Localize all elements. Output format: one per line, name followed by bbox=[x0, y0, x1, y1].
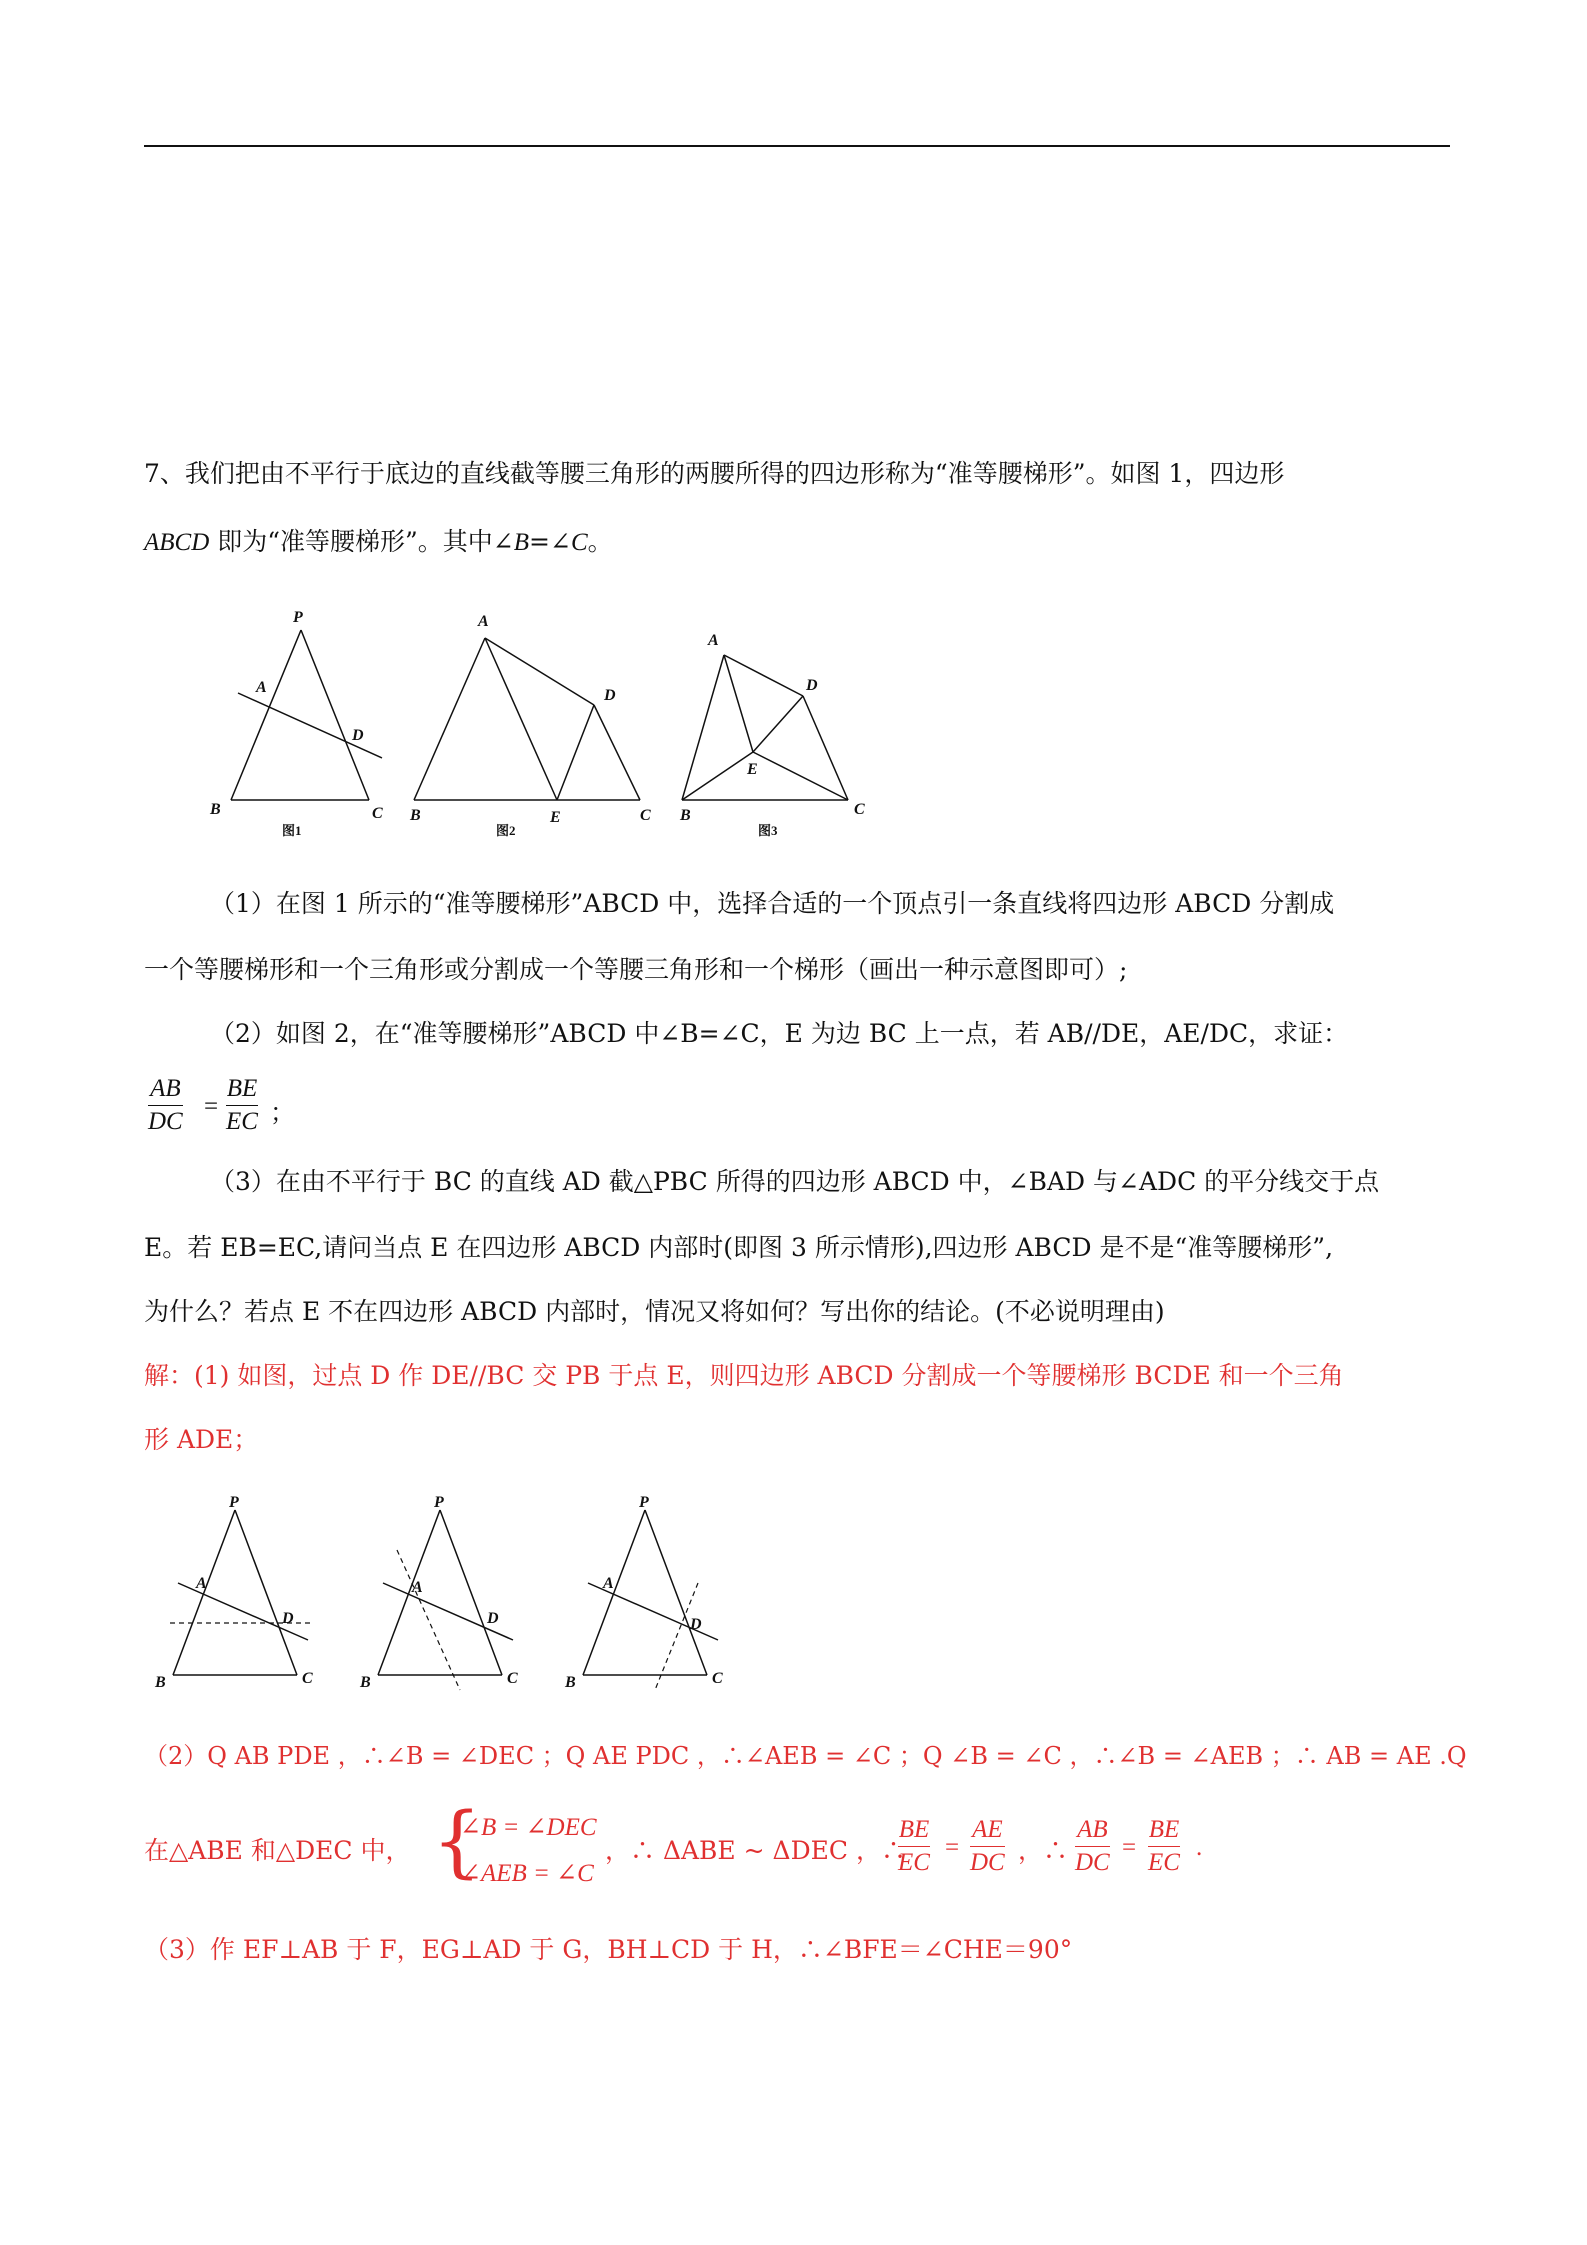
question-1-line1: （1）在图 1 所示的“准等腰梯形”ABCD 中，选择合适的一个顶点引一条直线将四边形 ABCD 分割成 bbox=[210, 889, 1335, 918]
sol-fig1-label-a: A bbox=[196, 1575, 207, 1592]
s2-f1-bar bbox=[898, 1846, 930, 1847]
fig1-label-b: B bbox=[210, 801, 221, 818]
sol-fig2-label-p: P bbox=[434, 1495, 444, 1511]
q2-frac-right-bar bbox=[226, 1105, 258, 1106]
fig1-label-d: D bbox=[352, 727, 364, 744]
sol-fig3-label-d: D bbox=[690, 1616, 702, 1633]
fig2-caption: 图2 bbox=[496, 823, 516, 838]
fig2-label-d: D bbox=[604, 687, 616, 704]
q2-fraction-left bbox=[148, 1075, 183, 1136]
sol-fig2-label-b: B bbox=[360, 1674, 371, 1691]
question-3-line3: 为什么？若点 E 不在四边形 ABCD 内部时，情况又将如何？写出你的结论。(不必说明理由) bbox=[144, 1297, 1165, 1326]
intro-end: 。 bbox=[587, 527, 613, 556]
sol-fig2-label-a: A bbox=[412, 1579, 423, 1596]
var-b: B bbox=[513, 529, 530, 556]
s2-equals-2: = bbox=[1122, 1834, 1137, 1861]
q2-tail: ； bbox=[270, 1100, 296, 1127]
solution-figure-3 bbox=[560, 1495, 740, 1695]
question-1-line2: 一个等腰梯形和一个三角形或分割成一个等腰三角形和一个梯形（画出一种示意图即可）; bbox=[144, 955, 1128, 984]
sol-fig3-label-p: P bbox=[639, 1495, 649, 1511]
s2-f1-num: BE bbox=[898, 1816, 930, 1843]
var-abcd: ABCD bbox=[144, 529, 210, 556]
s2-fraction-2 bbox=[970, 1816, 1005, 1877]
sol-fig1-label-c: C bbox=[302, 1670, 313, 1687]
solution-1-line2: 形 ADE； bbox=[144, 1425, 259, 1454]
fig2-label-a: A bbox=[478, 613, 489, 630]
var-c: C bbox=[570, 529, 588, 556]
q2-frac-left-den: DC bbox=[148, 1108, 183, 1135]
system-brace: { bbox=[432, 1797, 482, 1887]
solution-3-line1: （3）作 EF⊥AB 于 F，EG⊥AD 于 G，BH⊥CD 于 H，∴∠BFE＝∠CHE＝90° bbox=[144, 1935, 1073, 1964]
fig1-label-a: A bbox=[256, 679, 267, 696]
s2-f4-num: BE bbox=[1148, 1816, 1180, 1843]
sol-fig1-label-d: D bbox=[282, 1610, 294, 1627]
fig3-label-e: E bbox=[747, 761, 758, 778]
s2-f3-num: AB bbox=[1077, 1816, 1108, 1843]
fig3-label-b: B bbox=[680, 807, 691, 824]
q2-frac-left-num: AB bbox=[150, 1075, 181, 1102]
s2-equals-1: = bbox=[945, 1834, 960, 1861]
header-rule bbox=[144, 145, 1450, 147]
s2-f2-bar bbox=[970, 1846, 1005, 1847]
sol-fig3-label-c: C bbox=[712, 1670, 723, 1687]
intro-eq: =∠ bbox=[529, 527, 571, 556]
fig1-caption: 图1 bbox=[282, 823, 302, 838]
fig2-label-e: E bbox=[550, 809, 561, 826]
solution-2-line1: （2）Q AB ΡDE ，∴∠B = ∠DEC ；Q AE ΡDC ，∴∠AEB = ∠C ；Q ∠B = ∠C ，∴∠B = ∠AEB ；∴ AB = AE .Q bbox=[144, 1742, 1467, 1770]
similar-statement: ，∴ ΔABE ~ ΔDEC ，∴ bbox=[605, 1836, 906, 1865]
problem-intro-line2 bbox=[144, 526, 613, 559]
sol-fig1-label-b: B bbox=[155, 1674, 166, 1691]
sol-fig2-label-c: C bbox=[507, 1670, 518, 1687]
s2-fraction-4 bbox=[1148, 1816, 1180, 1877]
q2-frac-right-den: EC bbox=[226, 1108, 258, 1135]
s2-fraction-3 bbox=[1075, 1816, 1110, 1877]
s2-f2-den: DC bbox=[970, 1849, 1005, 1876]
s2-f2-num: AE bbox=[972, 1816, 1003, 1843]
sol-fig3-label-b: B bbox=[565, 1674, 576, 1691]
fig2-label-b: B bbox=[410, 807, 421, 824]
solution-figure-2 bbox=[355, 1495, 535, 1695]
figure-2 bbox=[400, 600, 670, 840]
fig1-label-p: P bbox=[293, 609, 303, 626]
s2-therefore: ，∴ bbox=[1018, 1836, 1069, 1865]
sol-fig2-label-d: D bbox=[487, 1610, 499, 1627]
intro-text: 即为“准等腰梯形”。其中∠ bbox=[209, 527, 514, 556]
fig3-label-d: D bbox=[806, 677, 818, 694]
s2-f3-den: DC bbox=[1075, 1849, 1110, 1876]
fig2-label-c: C bbox=[640, 807, 651, 824]
q2-frac-left-bar bbox=[148, 1105, 183, 1106]
sol-fig1-label-p: P bbox=[229, 1495, 239, 1511]
question-3-line1: （3）在由不平行于 BC 的直线 AD 截△PBC 所得的四边形 ABCD 中，∠BAD 与∠ADC 的平分线交于点 bbox=[210, 1167, 1380, 1196]
figure-1 bbox=[200, 600, 400, 840]
system-eq-2: ∠AEB = ∠C bbox=[460, 1860, 594, 1887]
fig3-caption: 图3 bbox=[758, 823, 778, 838]
q2-frac-right-num: BE bbox=[226, 1075, 258, 1102]
s2-f3-bar bbox=[1075, 1846, 1110, 1847]
solution-2-prefix: 在△ABE 和△DEC 中， bbox=[144, 1836, 411, 1865]
fig3-label-a: A bbox=[708, 632, 719, 649]
sol-fig3-label-a: A bbox=[603, 1575, 614, 1592]
fig1-label-c: C bbox=[372, 805, 383, 822]
s2-fraction-1 bbox=[898, 1816, 930, 1877]
s2-f4-den: EC bbox=[1148, 1849, 1180, 1876]
figure-3 bbox=[670, 600, 890, 840]
s2-end: . bbox=[1196, 1834, 1203, 1861]
system-eq-1: ∠B = ∠DEC bbox=[460, 1814, 597, 1841]
solution-1-line1: 解：(1) 如图，过点 D 作 DE//BC 交 PB 于点 E，则四边形 ABCD 分割成一个等腰梯形 BCDE 和一个三角 bbox=[144, 1361, 1344, 1390]
solution-figure-1 bbox=[150, 1495, 330, 1695]
fig3-label-c: C bbox=[854, 801, 865, 818]
s2-f4-bar bbox=[1148, 1846, 1180, 1847]
problem-intro-line1: 7、我们把由不平行于底边的直线截等腰三角形的两腰所得的四边形称为“准等腰梯形”。如图 1，四边形 bbox=[144, 459, 1285, 488]
question-3-line2: E。若 EB=EC,请问当点 E 在四边形 ABCD 内部时(即图 3 所示情形),四边形 ABCD 是不是“准等腰梯形”, bbox=[144, 1233, 1334, 1262]
s2-f1-den: EC bbox=[898, 1849, 930, 1876]
q2-fraction-right bbox=[226, 1075, 258, 1136]
q2-equals: = bbox=[204, 1093, 219, 1120]
question-2-line1: （2）如图 2，在“准等腰梯形”ABCD 中∠B=∠C，E 为边 BC 上一点，若 AB//DE，AE/DC，求证： bbox=[210, 1019, 1349, 1048]
